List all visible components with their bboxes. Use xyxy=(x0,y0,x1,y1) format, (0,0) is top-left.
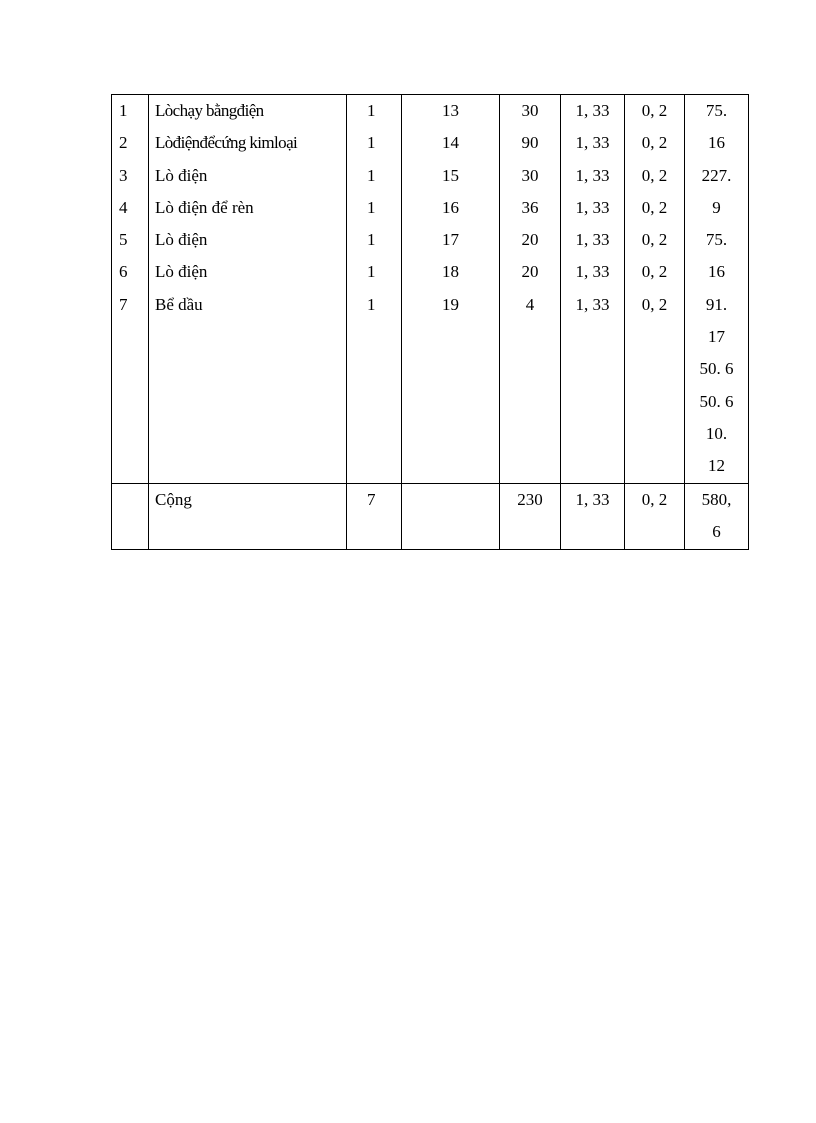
row-power: 30 xyxy=(521,165,539,185)
row-qty: 1 xyxy=(367,197,376,217)
row-no: 7 xyxy=(119,294,128,314)
row-name: Lò điện xyxy=(155,165,208,185)
row-power: 30 xyxy=(521,101,539,120)
result-line: 91. xyxy=(705,294,728,314)
row-power: 20 xyxy=(521,230,539,250)
row-cos: 0, 2 xyxy=(641,230,668,250)
row-no: 2 xyxy=(119,133,128,153)
table-body-row xyxy=(112,95,749,484)
result-line: 16 xyxy=(708,262,725,282)
total-k-cell xyxy=(561,484,625,550)
row-k: 1, 33 xyxy=(575,197,610,217)
total-qty-cell xyxy=(347,484,402,550)
row-name: Bể dầu xyxy=(155,294,203,314)
row-no: 5 xyxy=(119,230,128,250)
row-cos: 0, 2 xyxy=(641,101,668,120)
row-cos: 0, 2 xyxy=(641,133,668,153)
row-power: 20 xyxy=(521,262,539,282)
col-code xyxy=(402,95,500,484)
result-line: 227. xyxy=(701,165,732,185)
row-code: 15 xyxy=(442,165,459,185)
total-label: Cộng xyxy=(155,490,192,509)
row-cos: 0, 2 xyxy=(641,197,668,217)
row-k: 1, 33 xyxy=(575,133,610,153)
col-result xyxy=(685,95,749,484)
total-cos: 0, 2 xyxy=(641,490,668,509)
total-power: 230 xyxy=(517,490,543,509)
row-name: Lòđiệnđểcứng kimloại xyxy=(155,133,298,153)
col-k xyxy=(561,95,625,484)
row-qty: 1 xyxy=(367,165,376,185)
row-code: 16 xyxy=(442,197,459,217)
row-code: 14 xyxy=(442,133,459,153)
row-qty: 1 xyxy=(367,133,376,153)
row-cos: 0, 2 xyxy=(641,294,668,314)
total-row xyxy=(112,484,749,550)
row-k: 1, 33 xyxy=(575,230,610,250)
row-code: 18 xyxy=(442,262,459,282)
row-power: 4 xyxy=(525,294,535,314)
row-cos: 0, 2 xyxy=(641,262,668,282)
total-no-cell xyxy=(112,484,149,550)
result-line: 10. xyxy=(705,423,728,443)
col-power xyxy=(500,95,561,484)
total-result-line: 6 xyxy=(712,522,721,542)
result-line: 75. xyxy=(705,101,728,120)
result-line: 75. xyxy=(705,230,728,250)
row-power: 90 xyxy=(521,133,539,153)
row-code: 19 xyxy=(442,294,459,314)
result-line: 50. 6 xyxy=(699,391,734,411)
row-power: 36 xyxy=(521,197,539,217)
total-qty: 7 xyxy=(367,490,376,509)
row-k: 1, 33 xyxy=(575,262,610,282)
result-line: 16 xyxy=(708,133,725,153)
row-k: 1, 33 xyxy=(575,294,610,314)
total-cos-cell xyxy=(625,484,685,550)
result-line: 9 xyxy=(712,197,721,217)
row-cos: 0, 2 xyxy=(641,165,668,185)
row-no: 1 xyxy=(119,101,128,120)
row-no: 6 xyxy=(119,262,128,282)
row-qty: 1 xyxy=(367,294,376,314)
result-line: 12 xyxy=(708,456,725,476)
row-qty: 1 xyxy=(367,230,376,250)
total-result-cell xyxy=(685,484,749,550)
total-result-line: 580, xyxy=(701,490,732,509)
col-no xyxy=(112,95,149,484)
row-name: Lòchạy bằngđiện xyxy=(155,101,264,120)
col-qty xyxy=(347,95,402,484)
total-code-cell xyxy=(402,484,500,550)
result-line: 50. 6 xyxy=(699,359,734,379)
row-k: 1, 33 xyxy=(575,101,610,120)
equipment-table xyxy=(111,94,749,550)
row-name: Lò điện xyxy=(155,230,208,250)
col-name xyxy=(149,95,347,484)
row-name: Lò điện xyxy=(155,262,208,282)
total-k: 1, 33 xyxy=(575,490,610,509)
total-power-cell xyxy=(500,484,561,550)
row-qty: 1 xyxy=(367,101,376,120)
result-line: 17 xyxy=(708,327,725,347)
row-code: 17 xyxy=(442,230,459,250)
row-k: 1, 33 xyxy=(575,165,610,185)
row-no: 3 xyxy=(119,165,128,185)
col-cos xyxy=(625,95,685,484)
row-qty: 1 xyxy=(367,262,376,282)
total-label-cell xyxy=(149,484,347,550)
row-name: Lò điện để rèn xyxy=(155,197,254,217)
row-code: 13 xyxy=(442,101,459,120)
row-no: 4 xyxy=(119,197,128,217)
